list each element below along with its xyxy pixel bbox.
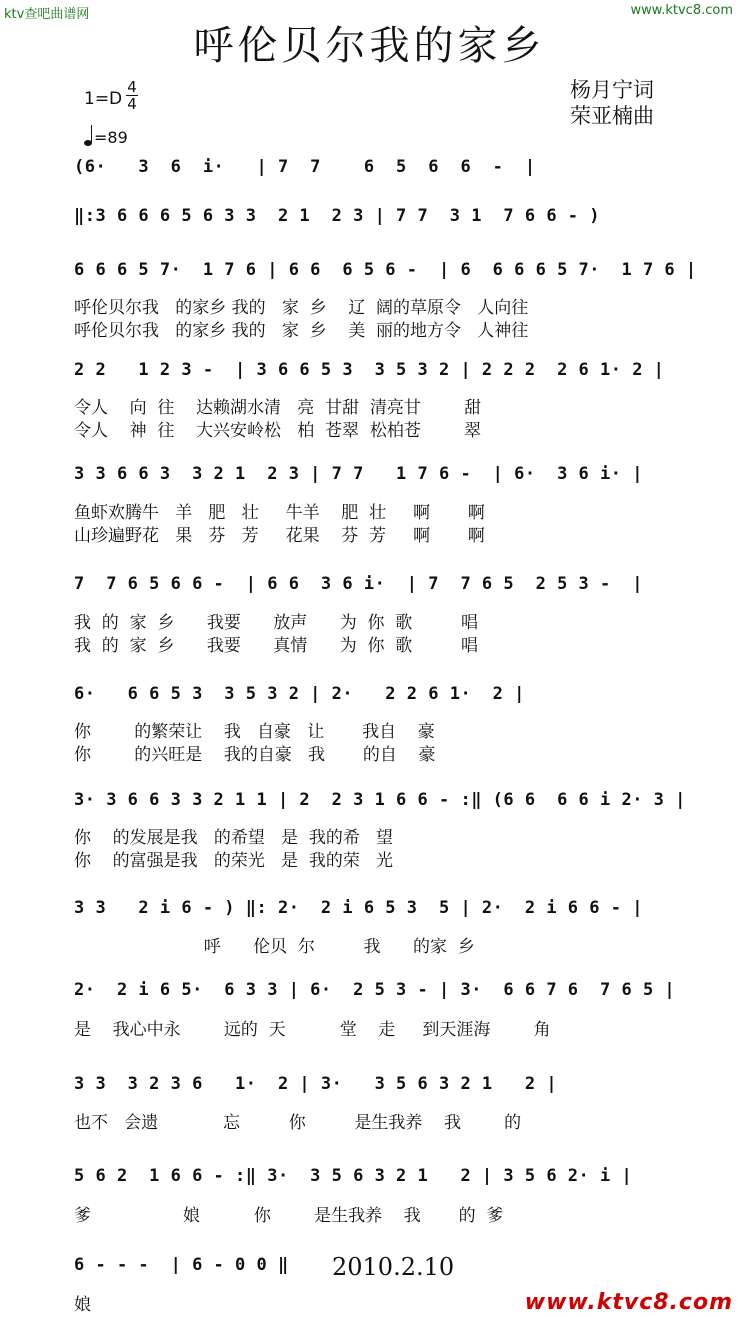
watermark-bottom: www.ktvc8.com: [524, 1290, 733, 1315]
tempo-marking: [84, 128, 128, 147]
lyric-line: 你 的繁荣让 我 自豪 让 我自 豪: [74, 722, 435, 742]
lyricist: 杨月宁词: [570, 78, 654, 102]
date: 2010.2.10: [332, 1253, 455, 1281]
lyric-line: 娘: [74, 1295, 91, 1315]
time-top: 4: [127, 78, 137, 96]
notation-row: 5 6 2 1 6 6 - :‖ 3· 3 5 6 3 2 1 2 | 3 5 6 2· i |: [74, 1166, 633, 1186]
notation-row: (6· 3 6 i· | 7 7 6 5 6 6 - |: [74, 157, 536, 177]
composer: 荣亚楠曲: [570, 104, 654, 128]
lyric-line: 山珍遍野花 果 芬 芳 花果 芬 芳 啊 啊: [74, 526, 485, 546]
lyric-line: 呼伦贝尔我 的家乡 我的 家 乡 辽 阔的草原令 人向往: [74, 298, 529, 318]
lyric-line: 你 的发展是我 的希望 是 我的希 望: [74, 828, 394, 848]
notation-row: 2 2 1 2 3 - | 3 6 6 5 3 3 5 3 2 | 2 2 2 2 6 1· 2 |: [74, 360, 665, 380]
lyric-line: 令人 向 往 达赖湖水清 亮 甘甜 清亮甘 甜: [74, 398, 482, 418]
lyric-line: 你 的富强是我 的荣光 是 我的荣 光: [74, 851, 394, 871]
song-title: 呼伦贝尔我的家乡: [193, 23, 546, 69]
watermark-right: www.ktvc8.com: [630, 3, 733, 18]
notation-row: 6· 6 6 5 3 3 5 3 2 | 2· 2 2 6 1· 2 |: [74, 684, 525, 704]
lyric-line: 我 的 家 乡 我要 放声 为 你 歌 唱: [74, 613, 478, 633]
notation-row: 3 3 3 2 3 6 1· 2 | 3· 3 5 6 3 2 1 2 |: [74, 1074, 558, 1094]
lyric-line: 呼 伦贝 尔 我 的家 乡: [74, 937, 475, 957]
notation-row: 7 7 6 5 6 6 - | 6 6 3 6 i· | 7 7 6 5 2 5 3 - |: [74, 574, 643, 594]
lyric-line: 呼伦贝尔我 的家乡 我的 家 乡 美 丽的地方令 人神往: [74, 321, 529, 341]
notation-row: 3· 3 6 6 3 3 2 1 1 | 2 2 3 1 6 6 - :‖ (6 6 6 6 i 2· 3 |: [74, 790, 686, 810]
lyric-line: 令人 神 往 大兴安岭松 柏 苍翠 松柏苍 翠: [74, 421, 482, 441]
lyric-line: 我 的 家 乡 我要 真情 为 你 歌 唱: [74, 636, 478, 656]
notation-row: 3 3 2 i 6 - ) ‖: 2· 2 i 6 5 3 5 | 2· 2 i 6 6 - |: [74, 898, 643, 918]
notation-row: 2· 2 i 6 5· 6 3 3 | 6· 2 5 3 - | 3· 6 6 7 6 7 6 5 |: [74, 980, 676, 1000]
lyric-line: 也不 会遗 忘 你 是生我养 我 的: [74, 1113, 522, 1133]
lyric-line: 爹 娘 你 是生我养 我 的 爹: [74, 1206, 504, 1226]
notation-row: 3 3 6 6 3 3 2 1 2 3 | 7 7 1 7 6 - | 6· 3 6 i· |: [74, 464, 643, 484]
time-bottom: 4: [127, 95, 137, 113]
tempo-value: =89: [94, 128, 128, 147]
notation-row: 6 6 6 5 7· 1 7 6 | 6 6 6 5 6 - | 6 6 6 6 5 7· 1 7 6 |: [74, 260, 697, 280]
lyric-line: 鱼虾欢腾牛 羊 肥 壮 牛羊 肥 壮 啊 啊: [74, 503, 485, 523]
notation-row: ‖:3 6 6 6 5 6 3 3 2 1 2 3 | 7 7 3 1 7 6 6 - ): [74, 206, 601, 226]
time-signature: [126, 80, 138, 111]
watermark-left: ktv查吧曲谱网: [4, 7, 90, 22]
quarter-note-icon: [84, 140, 92, 146]
lyric-line: 你 的兴旺是 我的自豪 我 的自 豪: [74, 745, 436, 765]
notation-row: 6 - - - | 6 - 0 0 ‖: [74, 1255, 289, 1275]
key-signature: 1=D: [84, 89, 123, 109]
lyric-line: 是 我心中永 远的 天 堂 走 到天涯海 角: [74, 1020, 551, 1040]
